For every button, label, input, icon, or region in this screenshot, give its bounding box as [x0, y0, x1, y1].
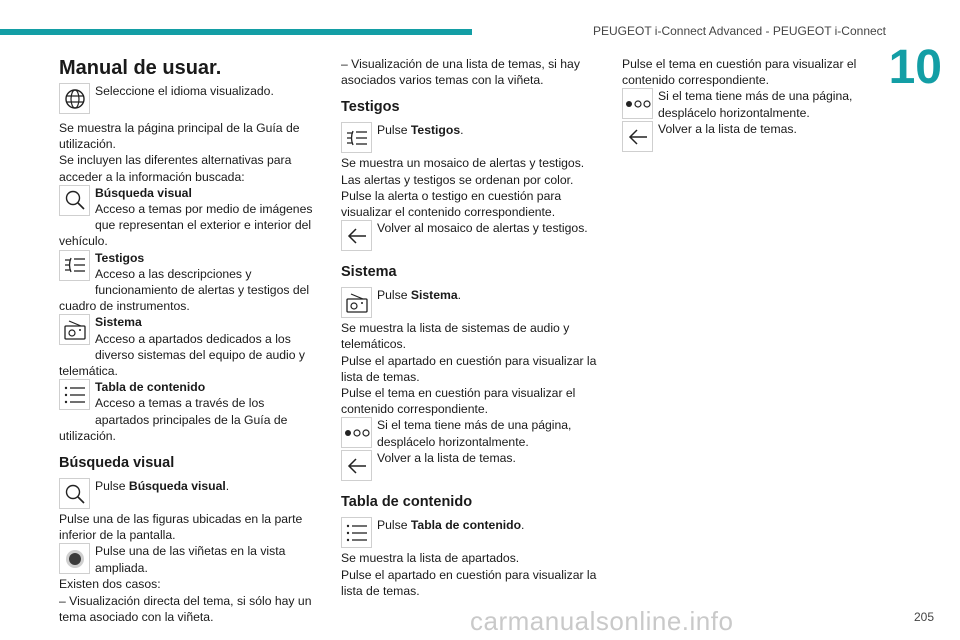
paragraph: Pulse la alerta o testigo en cuestión para visualizar el contenido correspondiente. — [341, 188, 562, 220]
item-testigos: Testigos Acceso a las descripciones y funcionamiento de alertas y testigos del cuadro de instrumentos. — [59, 250, 310, 314]
target-dot-icon — [59, 543, 90, 574]
paragraph: Pulse el tema en cuestión para visualizar el contenido correspondiente. — [341, 386, 576, 417]
header-title: PEUGEOT i-Connect Advanced - PEUGEOT i-Connect — [592, 24, 886, 38]
paragraph: Se muestra la página principal de la Guía de utilización. — [59, 121, 300, 152]
globe-icon — [59, 83, 90, 114]
paragraph: Se incluyen las diferentes alternativas para acceder a la información buscada: — [59, 153, 292, 184]
warning-lights-icon — [59, 250, 90, 281]
paragraph: – Visualización directa del tema, si sólo hay un tema asociado con la viñeta. — [59, 593, 312, 624]
section-title: Manual de usuar. — [59, 57, 222, 79]
lang-row: Seleccione el idioma visualizado. — [59, 83, 321, 116]
back-arrow-icon — [341, 220, 372, 251]
search-icon — [59, 185, 90, 216]
paragraph: Pulse el tema en cuestión para visualizar el contenido correspondiente. — [622, 57, 857, 88]
item-tabla: Tabla de contenido Acceso a temas a través de los apartados principales de la Guía de utilización. — [59, 380, 288, 443]
scroll-row: Si el tema tiene más de una página, desplácelo horizontalmente. — [622, 88, 882, 121]
search-icon — [59, 478, 90, 509]
paragraph: Pulse el apartado en cuestión para visualizar la lista de temas. — [341, 567, 597, 598]
column-2 — [341, 56, 601, 599]
subsection-title: Testigos — [341, 99, 400, 116]
paragraph: Existen dos casos: — [59, 577, 161, 592]
subsection-title: Tabla de contenido — [341, 494, 473, 511]
item-busqueda: Búsqueda visual Acceso a temas por medio de imágenes que representan el exterior e interior del vehículo. — [59, 185, 313, 249]
back-arrow-icon — [622, 121, 653, 152]
subsection-title: Búsqueda visual — [59, 455, 175, 472]
back-list-row: Volver a la lista de temas. — [341, 450, 601, 483]
watermark: carmanualsonline.info — [470, 606, 734, 636]
list-icon — [341, 517, 372, 548]
top-accent-bar — [0, 29, 472, 35]
subsection-title: Sistema — [341, 264, 397, 281]
paragraph: – Visualización de una lista de temas, si hay asociados varios temas con la viñeta. — [341, 57, 580, 88]
column-1 — [59, 56, 321, 625]
paragraph: Se muestra la lista de sistemas de audio y telemáticos. — [341, 321, 570, 352]
pulse-testigos-row: Pulse Testigos. — [341, 122, 601, 155]
paragraph: Pulse el apartado en cuestión para visualizar la lista de temas. — [341, 353, 597, 384]
column-3 — [622, 56, 882, 154]
item-sistema: Sistema Acceso a apartados dedicados a los diverso sistemas del equipo de audio y telemática. — [59, 315, 306, 379]
paragraph: Pulse una de las figuras ubicadas en la parte inferior de la pantalla. — [59, 512, 303, 543]
back-mosaic-row: Volver al mosaico de alertas y testigos. — [341, 220, 601, 253]
warning-lights-icon — [341, 122, 372, 153]
list-icon — [59, 379, 90, 410]
back-list-row: Volver a la lista de temas. — [622, 121, 882, 154]
radio-icon — [59, 314, 90, 345]
paragraph: Las alertas y testigos se ordenan por color. — [341, 172, 574, 187]
back-arrow-icon — [341, 450, 372, 481]
radio-icon — [341, 287, 372, 318]
paragraph: Se muestra un mosaico de alertas y testigos. — [341, 156, 585, 171]
paragraph: Se muestra la lista de apartados. — [341, 551, 520, 566]
page-dots-icon — [622, 88, 653, 119]
chapter-number: 10 — [888, 41, 942, 94]
pulse-busqueda-row: Pulse Búsqueda visual. — [59, 478, 321, 511]
pulse-tabla-row: Pulse Tabla de contenido. — [341, 517, 601, 550]
vineta-row: Pulse una de las viñetas en la vista ampliada. — [59, 543, 321, 576]
page-number: 205 — [913, 610, 934, 624]
pulse-sistema-row: Pulse Sistema. — [341, 287, 601, 320]
page-dots-icon — [341, 417, 372, 448]
scroll-row: Si el tema tiene más de una página, desplácelo horizontalmente. — [341, 417, 601, 450]
